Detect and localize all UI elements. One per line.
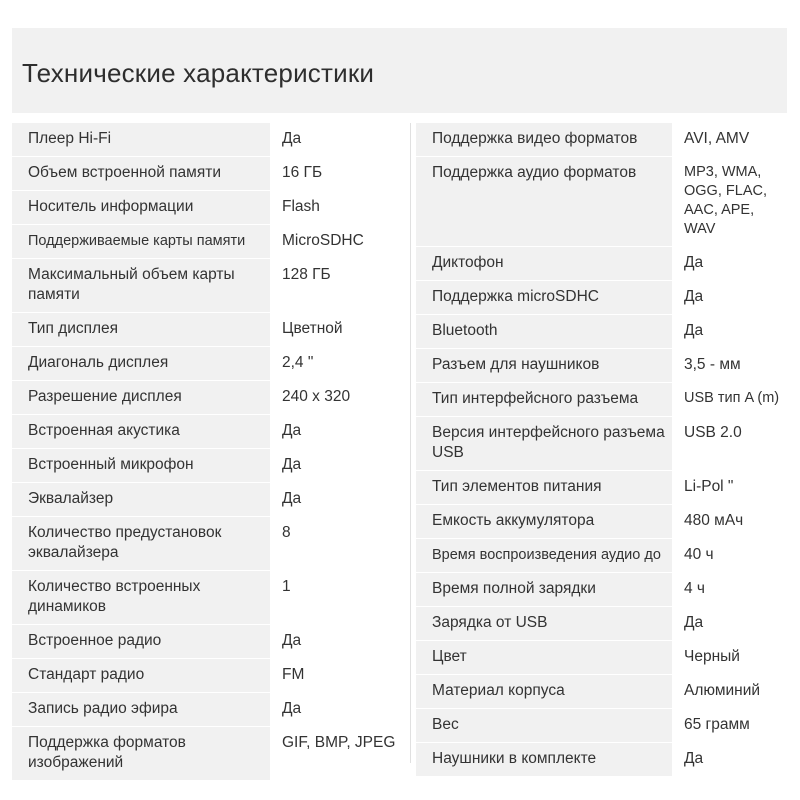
spec-row bbox=[416, 383, 786, 417]
spec-row bbox=[416, 123, 786, 157]
spec-label: Встроенный микрофон bbox=[12, 449, 270, 483]
spec-value: 8 bbox=[270, 517, 406, 571]
specs-column-left bbox=[12, 123, 406, 781]
spec-label: Bluetooth bbox=[416, 315, 672, 349]
spec-row bbox=[416, 505, 786, 539]
spec-row bbox=[12, 659, 406, 693]
spec-label: Вес bbox=[416, 709, 672, 743]
spec-label: Диагональ дисплея bbox=[12, 347, 270, 381]
spec-row bbox=[416, 709, 786, 743]
specs-column-right bbox=[416, 123, 786, 777]
spec-value: Цветной bbox=[270, 313, 406, 347]
specs-header bbox=[12, 28, 787, 113]
spec-label: Разъем для наушников bbox=[416, 349, 672, 383]
spec-value: Да bbox=[672, 281, 786, 315]
spec-value: Черный bbox=[672, 641, 786, 675]
spec-label: Время воспроизведения аудио до bbox=[416, 539, 672, 573]
spec-row bbox=[416, 281, 786, 315]
spec-row bbox=[12, 259, 406, 313]
spec-row bbox=[416, 349, 786, 383]
spec-value: Да bbox=[270, 123, 406, 157]
spec-value: FM bbox=[270, 659, 406, 693]
spec-label: Количество предустановок эквалайзера bbox=[12, 517, 270, 571]
spec-value: 128 ГБ bbox=[270, 259, 406, 313]
spec-label: Встроенное радио bbox=[12, 625, 270, 659]
page-title: Технические характеристики bbox=[22, 58, 375, 88]
spec-row bbox=[12, 313, 406, 347]
specs-table-left bbox=[12, 123, 406, 781]
spec-row bbox=[416, 247, 786, 281]
spec-value: MicroSDHC bbox=[270, 225, 406, 259]
spec-value: 4 ч bbox=[672, 573, 786, 607]
spec-row bbox=[416, 539, 786, 573]
spec-value: Да bbox=[270, 483, 406, 517]
spec-label: Тип элементов питания bbox=[416, 471, 672, 505]
spec-label: Эквалайзер bbox=[12, 483, 270, 517]
spec-label: Поддержка microSDHC bbox=[416, 281, 672, 315]
spec-row bbox=[12, 483, 406, 517]
spec-value: Да bbox=[672, 743, 786, 777]
spec-value: Да bbox=[270, 625, 406, 659]
column-divider bbox=[410, 123, 411, 763]
spec-label: Объем встроенной памяти bbox=[12, 157, 270, 191]
spec-value: 3,5 - мм bbox=[672, 349, 786, 383]
spec-label: Цвет bbox=[416, 641, 672, 675]
spec-label: Время полной зарядки bbox=[416, 573, 672, 607]
spec-value: 65 грамм bbox=[672, 709, 786, 743]
spec-label: Емкость аккумулятора bbox=[416, 505, 672, 539]
spec-row bbox=[12, 157, 406, 191]
spec-value: Да bbox=[672, 607, 786, 641]
spec-label: Поддержка видео форматов bbox=[416, 123, 672, 157]
spec-value: 40 ч bbox=[672, 539, 786, 573]
spec-value: Li-Pol " bbox=[672, 471, 786, 505]
spec-label: Поддерживаемые карты памяти bbox=[12, 225, 270, 259]
spec-value: USB тип A (m) bbox=[672, 383, 786, 417]
spec-row bbox=[12, 225, 406, 259]
spec-row bbox=[12, 571, 406, 625]
spec-value: Алюминий bbox=[672, 675, 786, 709]
spec-value: 240 x 320 bbox=[270, 381, 406, 415]
spec-value: Да bbox=[270, 415, 406, 449]
spec-row bbox=[12, 449, 406, 483]
spec-row bbox=[12, 415, 406, 449]
spec-value: MP3, WMA, OGG, FLAC, AAC, APE, WAV bbox=[672, 157, 786, 247]
spec-row bbox=[416, 417, 786, 471]
spec-row bbox=[416, 573, 786, 607]
spec-row bbox=[416, 157, 786, 247]
spec-label: Носитель информации bbox=[12, 191, 270, 225]
spec-value: Flash bbox=[270, 191, 406, 225]
spec-row bbox=[416, 675, 786, 709]
spec-value: 1 bbox=[270, 571, 406, 625]
spec-value: Да bbox=[270, 693, 406, 727]
spec-row bbox=[416, 471, 786, 505]
spec-label: Поддержка аудио форматов bbox=[416, 157, 672, 247]
spec-label: Запись радио эфира bbox=[12, 693, 270, 727]
spec-row bbox=[12, 347, 406, 381]
spec-value: 16 ГБ bbox=[270, 157, 406, 191]
spec-row bbox=[416, 607, 786, 641]
spec-row bbox=[12, 191, 406, 225]
spec-row bbox=[12, 123, 406, 157]
spec-label: Тип интерфейсного разъема bbox=[416, 383, 672, 417]
spec-value: Да bbox=[672, 315, 786, 349]
spec-label: Стандарт радио bbox=[12, 659, 270, 693]
spec-label: Плеер Hi-Fi bbox=[12, 123, 270, 157]
spec-label: Тип дисплея bbox=[12, 313, 270, 347]
spec-row bbox=[12, 693, 406, 727]
spec-label: Разрешение дисплея bbox=[12, 381, 270, 415]
spec-label: Поддержка форматов изображений bbox=[12, 727, 270, 781]
spec-value: AVI, AMV bbox=[672, 123, 786, 157]
spec-label: Встроенная акустика bbox=[12, 415, 270, 449]
spec-value: GIF, BMP, JPEG bbox=[270, 727, 406, 781]
spec-row bbox=[12, 381, 406, 415]
spec-row bbox=[416, 315, 786, 349]
spec-label: Материал корпуса bbox=[416, 675, 672, 709]
spec-label: Диктофон bbox=[416, 247, 672, 281]
spec-row bbox=[12, 625, 406, 659]
spec-label: Количество встроенных динамиков bbox=[12, 571, 270, 625]
spec-label: Максимальный объем карты памяти bbox=[12, 259, 270, 313]
spec-label: Зарядка от USB bbox=[416, 607, 672, 641]
spec-row bbox=[416, 743, 786, 777]
spec-value: USB 2.0 bbox=[672, 417, 786, 471]
spec-label: Наушники в комплекте bbox=[416, 743, 672, 777]
spec-value: Да bbox=[270, 449, 406, 483]
spec-value: 480 мАч bbox=[672, 505, 786, 539]
spec-row bbox=[416, 641, 786, 675]
specs-table-right bbox=[416, 123, 786, 777]
spec-value: 2,4 " bbox=[270, 347, 406, 381]
spec-row bbox=[12, 517, 406, 571]
spec-value: Да bbox=[672, 247, 786, 281]
spec-row bbox=[12, 727, 406, 781]
spec-label: Версия интерфейсного разъема USB bbox=[416, 417, 672, 471]
